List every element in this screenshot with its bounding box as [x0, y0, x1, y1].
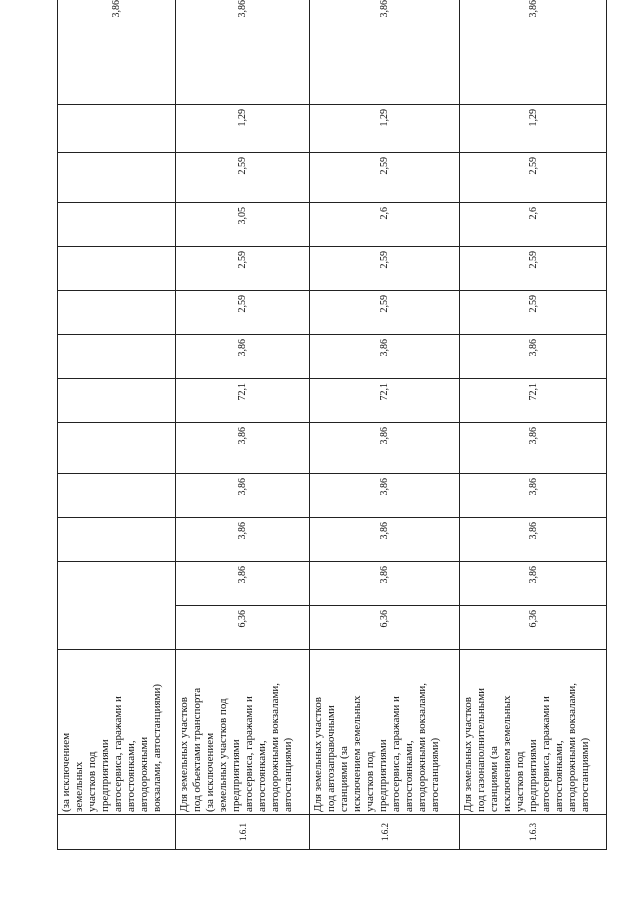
table-cell: 72,1	[310, 379, 460, 423]
table-cell: 3,86	[460, 0, 607, 105]
row-index	[58, 815, 176, 850]
table-cell: 3,86	[460, 518, 607, 562]
table-row	[310, 0, 460, 850]
table-cell: 3,86	[176, 335, 310, 379]
rotated-table-wrapper	[57, 0, 606, 850]
table-cell: 3,86	[176, 474, 310, 518]
table-cell	[58, 474, 176, 518]
table-cell: 2,59	[310, 291, 460, 335]
table-cell: 3,86	[58, 0, 176, 105]
table-cell: 3,86	[176, 562, 310, 606]
table-cell	[58, 247, 176, 291]
table-cell	[58, 105, 176, 153]
table-cell	[58, 335, 176, 379]
table-cell: 2,59	[460, 291, 607, 335]
table-cell: 3,86	[460, 335, 607, 379]
table-cell: 1,29	[460, 105, 607, 153]
table-cell: 6,36	[460, 606, 607, 650]
row-index: 1.6.3	[460, 815, 607, 850]
table-row	[460, 0, 607, 850]
table-cell: 72,1	[176, 379, 310, 423]
table-cell: 3,86	[310, 0, 460, 105]
table-cell	[58, 203, 176, 247]
row-index: 1.6.1	[176, 815, 310, 850]
table-cell: 2,6	[460, 203, 607, 247]
table-cell: 3,05	[176, 203, 310, 247]
table-cell: 6,36	[310, 606, 460, 650]
table-cell: 3,86	[460, 562, 607, 606]
table-cell: 2,59	[176, 153, 310, 203]
row-name: (за исключением земельных участков под предприятиями автосервиса, гаражами и автостоянками, автодорожными вокзалами, автостанциями)	[58, 650, 176, 815]
table-cell: 3,86	[310, 474, 460, 518]
table-cell: 2,59	[460, 247, 607, 291]
table-cell	[58, 291, 176, 335]
table-cell	[58, 153, 176, 203]
table-cell: 3,86	[176, 518, 310, 562]
table-cell: 3,86	[460, 474, 607, 518]
table-cell: 3,86	[310, 562, 460, 606]
table-cell: 3,86	[310, 518, 460, 562]
row-name: Для земельных участков под объектами транспорта (за исключением земельных участков под предприятиями автосервиса, гаражами и автостоянками, автодорожными вокзалами, автостанциями)	[176, 650, 310, 815]
table-cell: 3,86	[176, 423, 310, 474]
table-cell: 2,59	[176, 291, 310, 335]
table-cell	[58, 562, 176, 650]
row-name: Для земельных участков под автозаправочными станциями (за исключением земельных участков под предприятиями автосервиса, гаражами и автостоянками, автодорожными вокзалами, автостанциями)	[310, 650, 460, 815]
table-cell: 3,86	[310, 335, 460, 379]
row-index: 1.6.2	[310, 815, 460, 850]
table-cell: 6,36	[176, 606, 310, 650]
table-cell: 2,6	[310, 203, 460, 247]
tariff-table	[57, 0, 607, 850]
table-cell: 2,59	[460, 153, 607, 203]
table-cell: 2,59	[176, 247, 310, 291]
table-row	[58, 0, 176, 850]
table-cell: 3,86	[460, 423, 607, 474]
row-name: Для земельных участков под газонаполнительными станциями (за исключением земельных участков под предприятиями автосервиса, гаражами и автостоянками, автодорожными вокзалами, автостанциями)	[460, 650, 607, 815]
table-cell: 1,29	[310, 105, 460, 153]
table-cell: 2,59	[310, 153, 460, 203]
table-cell: 3,86	[176, 0, 310, 105]
table-cell	[58, 518, 176, 562]
table-cell	[58, 423, 176, 474]
table-cell: 72,1	[460, 379, 607, 423]
table-cell: 2,59	[310, 247, 460, 291]
table-cell: 1,29	[176, 105, 310, 153]
table-cell	[58, 379, 176, 423]
table-row	[176, 0, 310, 850]
table-cell: 3,86	[310, 423, 460, 474]
